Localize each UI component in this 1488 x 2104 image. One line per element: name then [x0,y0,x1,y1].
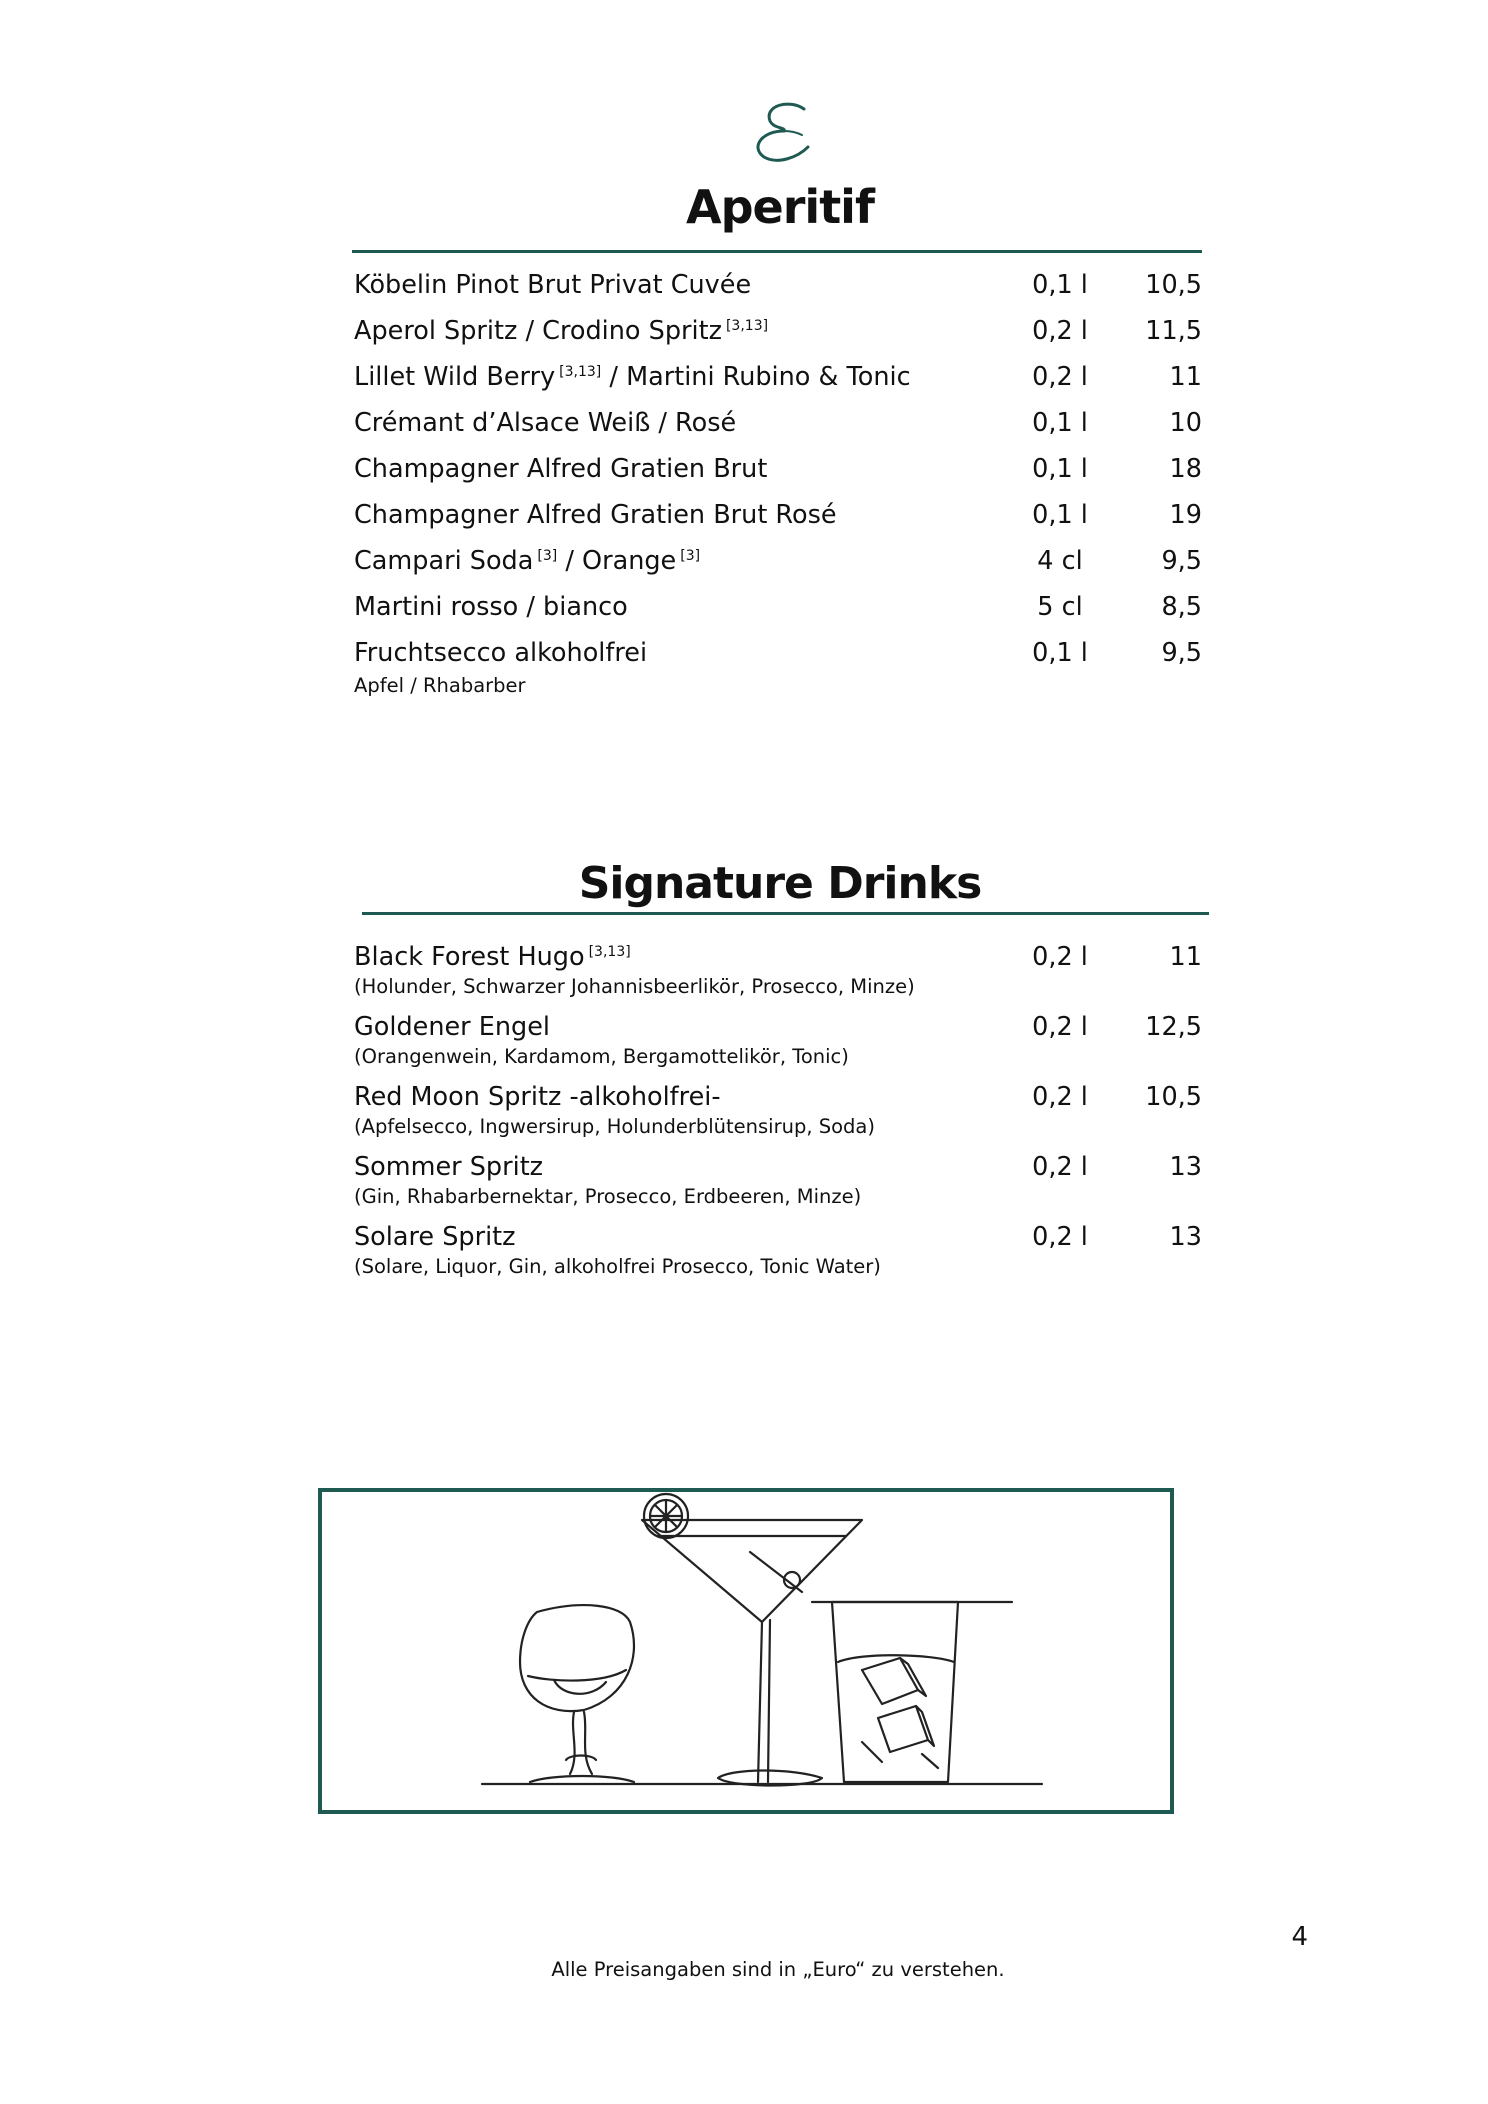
allergen-note: [3,13] [588,944,631,960]
item-description: Apfel / Rhabarber [354,674,526,697]
item-volume: 0,2 l [1032,1082,1088,1112]
item-description: (Gin, Rhabarbernektar, Prosecco, Erdbeeren, Minze) [354,1185,862,1208]
aperitif-divider [352,250,1202,253]
item-volume: 0,2 l [1032,942,1088,972]
item-price: 10,5 [1145,270,1202,300]
signature-divider [362,912,1209,915]
item-name: Black Forest Hugo [3,13] [354,942,631,972]
item-volume: 0,1 l [1032,408,1088,438]
item-volume: 0,1 l [1032,270,1088,300]
item-name: Solare Spritz [354,1222,516,1252]
item-name: Lillet Wild Berry [3,13] / Martini Rubino & Tonic [354,362,911,392]
item-name: Sommer Spritz [354,1152,544,1182]
item-volume: 5 cl [1037,592,1083,622]
signature-title: Signature Drinks [578,858,982,909]
item-name: Champagner Alfred Gratien Brut Rosé [354,500,837,530]
menu-item [354,592,1206,638]
item-price: 11,5 [1145,316,1202,346]
item-volume: 0,2 l [1032,1222,1088,1252]
item-price: 10,5 [1145,1082,1202,1112]
item-name: Red Moon Spritz -alkoholfrei- [354,1082,721,1112]
page-number: 4 [1291,1922,1308,1952]
cocktail-glasses-illustration-icon [322,1492,1170,1810]
item-volume: 0,2 l [1032,1152,1088,1182]
menu-item [354,316,1206,362]
item-name: Köbelin Pinot Brut Privat Cuvée [354,270,752,300]
item-price: 10 [1169,408,1202,438]
item-volume: 0,2 l [1032,1012,1088,1042]
item-price: 12,5 [1145,1012,1202,1042]
menu-item [354,1082,1206,1152]
item-price: 8,5 [1161,592,1202,622]
menu-item [354,1012,1206,1082]
menu-item [354,942,1206,1012]
item-name: Crémant d’Alsace Weiß / Rosé [354,408,737,438]
item-price: 11 [1169,942,1202,972]
illustration-frame [318,1488,1174,1814]
item-description: (Solare, Liquor, Gin, alkoholfrei Prosecco, Tonic Water) [354,1255,881,1278]
item-description: (Holunder, Schwarzer Johannisbeerlikör, Prosecco, Minze) [354,975,915,998]
item-volume: 0,2 l [1032,362,1088,392]
item-price: 18 [1169,454,1202,484]
allergen-note: [3,13] [559,364,602,380]
signature-list [354,942,1206,1292]
item-price: 13 [1169,1222,1202,1252]
footer-note: Alle Preisangaben sind in „Euro“ zu verstehen. [551,1958,1005,1981]
item-volume: 0,1 l [1032,638,1088,668]
item-name: Champagner Alfred Gratien Brut [354,454,768,484]
logo-monogram-icon [740,95,830,175]
item-volume: 0,1 l [1032,500,1088,530]
menu-item [354,454,1206,500]
aperitif-title: Aperitif [686,180,874,234]
menu-item [354,362,1206,408]
menu-item [354,408,1206,454]
menu-item [354,546,1206,592]
allergen-note: [3,13] [725,318,769,334]
item-volume: 4 cl [1037,546,1083,576]
item-name: Goldener Engel [354,1012,550,1042]
item-price: 9,5 [1161,546,1202,576]
item-price: 19 [1169,500,1202,530]
aperitif-list [354,270,1206,697]
item-volume: 0,1 l [1032,454,1088,484]
item-price: 11 [1169,362,1202,392]
item-name: Campari Soda [3] / Orange [3] [354,546,701,576]
item-description: (Orangenwein, Kardamom, Bergamottelikör, Tonic) [354,1045,849,1068]
item-name: Aperol Spritz / Crodino Spritz [3,13] [354,316,769,346]
menu-item [354,638,1206,697]
item-name: Martini rosso / bianco [354,592,628,622]
item-price: 13 [1169,1152,1202,1182]
item-name: Fruchtsecco alkoholfrei [354,638,648,668]
menu-item [354,500,1206,546]
allergen-note: [3] [537,548,558,564]
menu-item [354,270,1206,316]
allergen-note: [3] [680,548,701,564]
item-volume: 0,2 l [1032,316,1088,346]
menu-item [354,1152,1206,1222]
item-description: (Apfelsecco, Ingwersirup, Holunderblütensirup, Soda) [354,1115,875,1138]
menu-item [354,1222,1206,1292]
item-price: 9,5 [1161,638,1202,668]
